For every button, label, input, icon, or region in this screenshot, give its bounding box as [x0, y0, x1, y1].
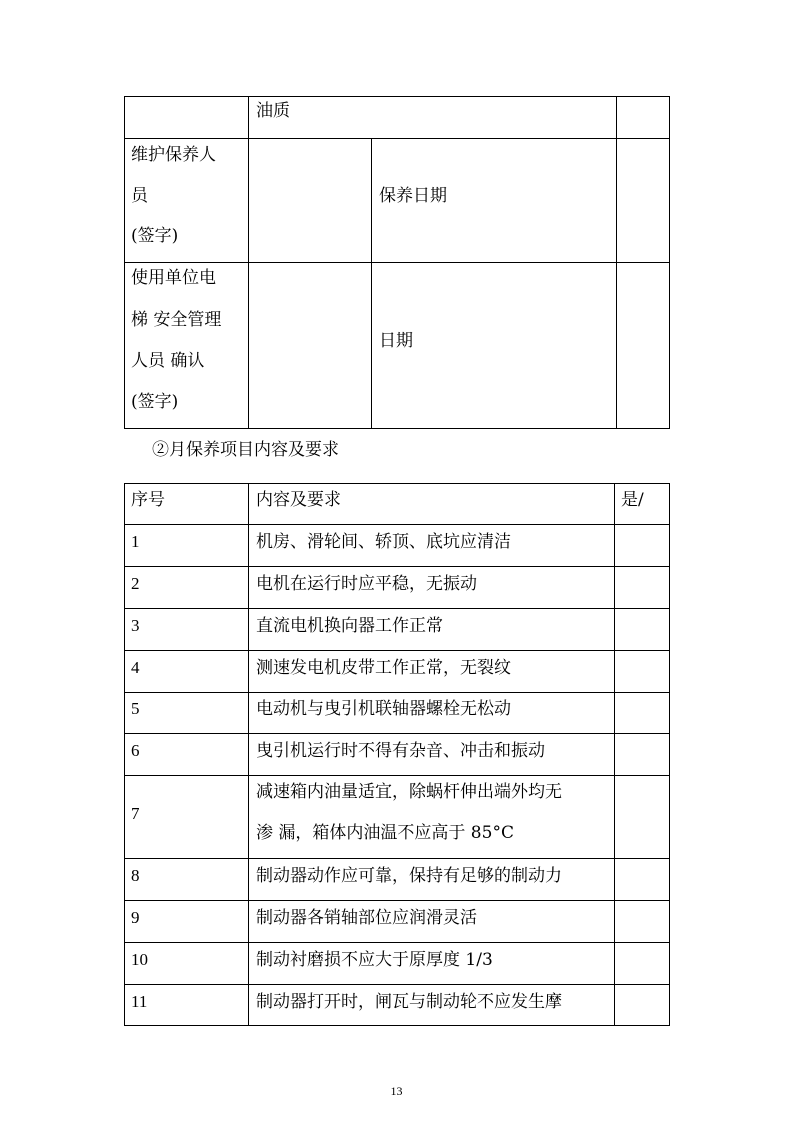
- row-content: 制动衬磨损不应大于原厚度 1/3: [256, 950, 493, 970]
- row-content: 制动器动作应可靠，保持有足够的制动力: [256, 866, 562, 886]
- row-content: 机房、滑轮间、轿顶、底坑应清洁: [256, 532, 511, 552]
- maintainer-label-line: (签字): [131, 226, 179, 246]
- row-content: 电动机与曳引机联轴器螺栓无松动: [256, 699, 511, 719]
- table-rule: [124, 138, 670, 139]
- table-rule: [124, 733, 670, 734]
- table-rule: [124, 984, 670, 985]
- page-number: 13: [390, 1084, 403, 1098]
- table-rule: [124, 942, 670, 943]
- row-content: 电机在运行时应平稳，无振动: [256, 574, 477, 594]
- row-number: 5: [131, 699, 140, 718]
- row-number: 4: [131, 658, 140, 677]
- unit-manager-label-line: 使用单位电: [131, 268, 216, 288]
- table-rule: [248, 483, 249, 1026]
- row-number: 2: [131, 574, 140, 593]
- header-no: 序号: [131, 490, 165, 510]
- row-number: 8: [131, 866, 140, 885]
- header-yes: 是/: [621, 490, 644, 510]
- unit-manager-label-line: 人员 确认: [131, 351, 205, 371]
- row-number: 11: [131, 992, 148, 1011]
- row-number: 10: [131, 950, 148, 969]
- table-rule: [124, 775, 670, 776]
- table-rule: [248, 96, 249, 429]
- table-rule: [614, 483, 615, 1026]
- row-content: 直流电机换向器工作正常: [256, 616, 443, 636]
- maintenance-date-label: 保养日期: [379, 186, 447, 206]
- row-content: 制动器各销轴部位应润滑灵活: [256, 908, 477, 928]
- row-content: 制动器打开时，闸瓦与制动轮不应发生摩: [256, 992, 562, 1012]
- row-content: 渗 漏，箱体内油温不应高于 85°C: [256, 823, 514, 843]
- table-rule: [124, 608, 670, 609]
- row-content: 测速发电机皮带工作正常，无裂纹: [256, 658, 511, 678]
- row-content: 曳引机运行时不得有杂音、冲击和振动: [256, 741, 545, 761]
- section-title: ②月保养项目内容及要求: [152, 440, 339, 460]
- unit-manager-label-line: (签字): [131, 392, 179, 412]
- table-rule: [124, 566, 670, 567]
- row-number: 9: [131, 908, 140, 927]
- maintainer-label-line: 维护保养人: [131, 145, 216, 165]
- table-rule: [371, 138, 372, 429]
- table-rule: [124, 858, 670, 859]
- table-rule: [124, 262, 670, 263]
- row-number: 1: [131, 532, 140, 551]
- table-rule: [124, 900, 670, 901]
- row-number: 7: [131, 804, 140, 823]
- table-rule: [124, 524, 670, 525]
- row-number: 3: [131, 616, 140, 635]
- row-content: 减速箱内油量适宜，除蜗杆伸出端外均无: [256, 782, 562, 802]
- table-rule: [616, 96, 617, 429]
- date-label: 日期: [379, 331, 413, 351]
- header-content: 内容及要求: [256, 490, 341, 510]
- row-number: 6: [131, 741, 140, 760]
- table-rule: [124, 650, 670, 651]
- table-rule: [124, 692, 670, 693]
- unit-manager-label-line: 梯 安全管理: [131, 310, 222, 330]
- maintainer-label-line: 员: [131, 186, 148, 206]
- oil-quality-label: 油质: [256, 101, 290, 121]
